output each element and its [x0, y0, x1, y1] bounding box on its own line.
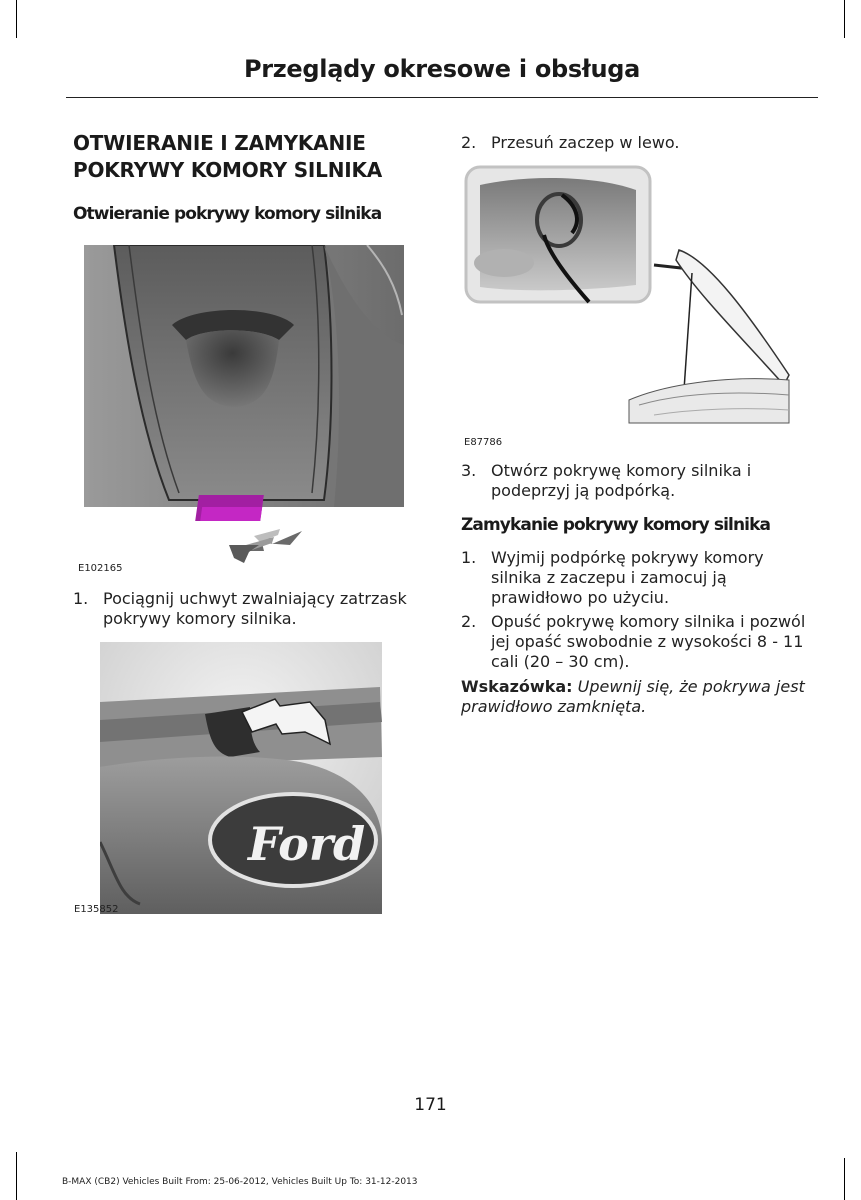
crop-mark-bottom-left	[16, 1152, 17, 1200]
crop-mark-bottom-right	[844, 1158, 845, 1200]
release-handle-illustration	[84, 245, 404, 580]
subheading-closing: Zamykanie pokrywy komory silnika	[461, 515, 771, 535]
figure3-code: E87786	[464, 437, 503, 448]
step3-text	[491, 461, 751, 501]
close-step1-number: 1.	[461, 548, 477, 567]
page-title: Przeglądy okresowe i obsługa	[243, 55, 641, 83]
close-step1-line1: Wyjmij podpórkę pokrywy komory	[491, 548, 764, 567]
step3-text-line1: Otwórz pokrywę komory silnika i	[491, 461, 752, 480]
close-step2-line1: Opuść pokrywę komory silnika i pozwól	[491, 612, 806, 631]
close-step1-line3: prawidłowo po użyciu.	[491, 588, 670, 607]
crop-mark-top-right	[844, 0, 845, 38]
step3-number: 3.	[461, 461, 477, 480]
section-heading-line1: OTWIERANIE I ZAMYKANIE	[73, 131, 366, 155]
figure2-code: E135852	[74, 904, 119, 915]
step2-number: 2.	[461, 133, 477, 152]
step1-text	[103, 589, 407, 629]
subheading-opening: Otwieranie pokrywy komory silnika	[73, 204, 382, 224]
crop-mark-top-left	[16, 0, 17, 38]
close-step2-line3: cali (20 – 30 cm).	[491, 652, 630, 671]
note-line1: Upewnij się, że pokrywa jest	[577, 677, 805, 696]
footer-text: B-MAX (CB2) Vehicles Built From: 25-06-2012, Vehicles Built Up To: 31-12-2013	[62, 1177, 418, 1187]
section-heading-line2: POKRYWY KOMORY SILNIKA	[73, 158, 383, 182]
figure1-code: E102165	[78, 563, 123, 574]
step1-text-line1: Pociągnij uchwyt zwalniający zatrzask	[103, 589, 407, 608]
note	[461, 677, 821, 717]
close-step2-line2: jej opaść swobodnie z wysokości 8 - 11	[491, 632, 804, 651]
close-step2-number: 2.	[461, 612, 477, 631]
page-number: 171	[414, 1095, 447, 1115]
close-step2-text	[491, 612, 805, 672]
section-heading	[73, 130, 433, 184]
close-step1-line2: silnika z zaczepu i zamocuj ją	[491, 568, 727, 587]
step2-text: Przesuń zaczep w lewo.	[491, 133, 680, 152]
close-step1-text	[491, 548, 764, 608]
left-column	[73, 130, 433, 225]
note-line2: prawidłowo zamknięta.	[461, 697, 647, 716]
hood-prop-illustration	[464, 165, 794, 427]
ford-logo-text: Ford	[248, 817, 366, 871]
note-label: Wskazówka:	[461, 677, 573, 696]
step1-number: 1.	[73, 589, 89, 608]
header-rule	[66, 97, 818, 98]
step1-text-line2: pokrywy komory silnika.	[103, 609, 297, 628]
grille-latch-illustration	[100, 642, 382, 914]
step3-text-line2: podeprzyj ją podpórką.	[491, 481, 676, 500]
